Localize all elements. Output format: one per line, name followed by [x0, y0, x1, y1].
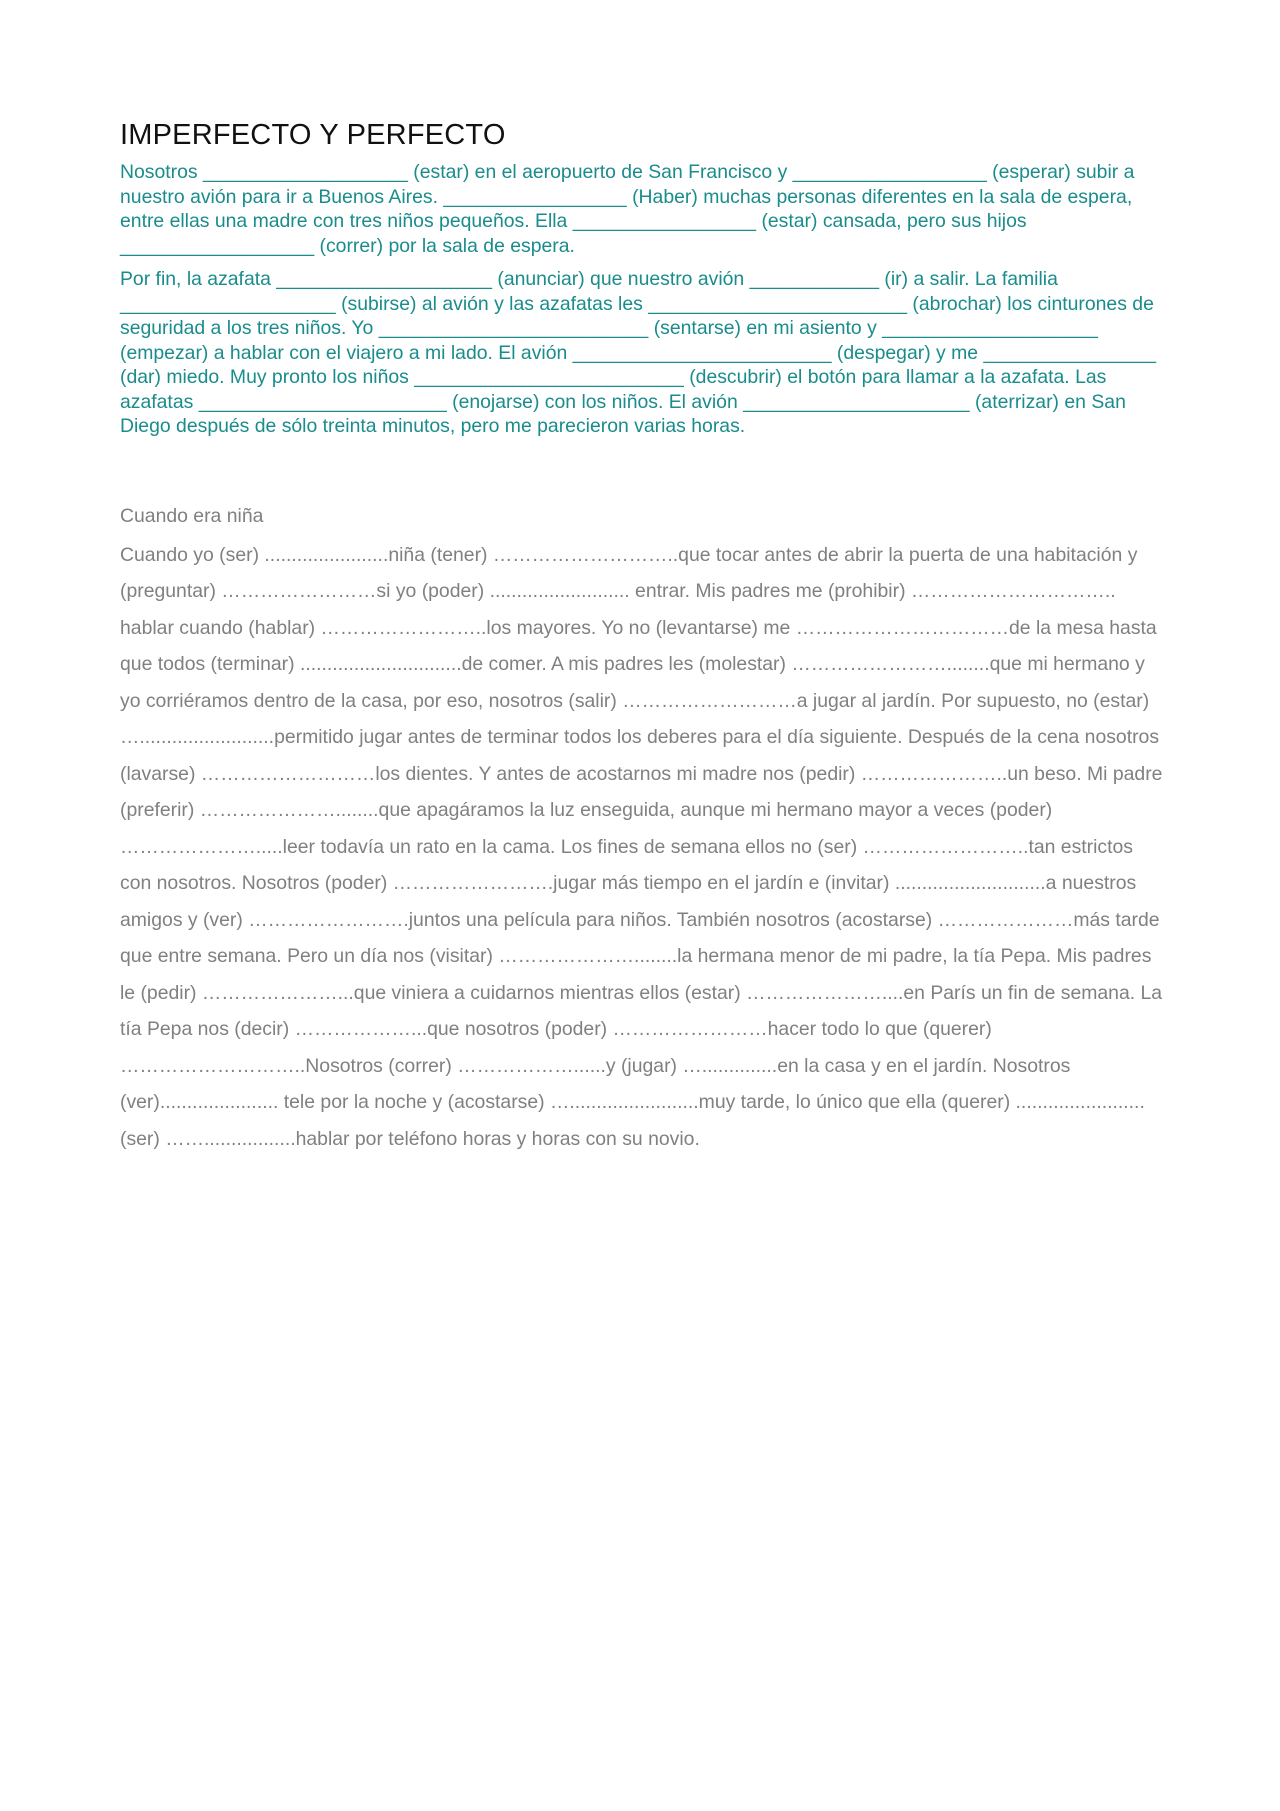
exercise2-text: Cuando yo (ser) .......................niña (tener) ………………………..que tocar antes de abrir la puerta de una habitación y (preguntar) ……………………si yo (poder) .......................... entrar. Mis padres me (prohibir) ………………………….. hablar cuando (hablar) ……………………..los mayores. Yo no (levantarse) me ……………………………de la mesa hasta que todos (terminar) ..............................de comer. A mis padres les (molestar) ……………………........que mi hermano y yo corriéramos dentro de la casa, por eso, nosotros (salir) ………………………a jugar al jardín. Por supuesto, no (estar) ….........................permitido jugar antes de terminar todos los deberes para el día siguiente. Después de la cena nosotros (lavarse) ………………………los dientes. Y antes de acostarnos mi madre nos (pedir) …………………..un beso. Mi padre (preferir) …………………........que apagáramos la luz enseguida, aunque mi hermano mayor a veces (poder) ………………….....leer todavía un rato en la cama. Los fines de semana ellos no (ser) ……………………..tan estrictos con nosotros. Nosotros (poder) …………………….jugar más tiempo en el jardín e (invitar) ............................a nuestros amigos y (ver) …………………….juntos una película para niños. También nosotros (acostarse) …………………más tarde que entre semana. Pero un día nos (visitar) …………………........la hermana menor de mi padre, la tía Pepa. Mis padres le (pedir) …………………...que viniera a cuidarnos mientras ellos (estar) …………………....en París un fin de semana. La tía Pepa nos (decir) ………………...que nosotros (poder) ……………………hacer todo lo que (querer) ………………………..Nosotros (correr) ………………......y (jugar) …..............en la casa y en el jardín. Nosotros (ver)...................... tele por la noche y (acostarse) …........................muy tarde, lo único que ella (querer) ........................ (ser) …….................hablar por teléfono horas y horas con su novio.	[120, 543, 1163, 1150]
exercise1-paragraph-1: Nosotros ___________________ (estar) en el aeropuerto de San Francisco y __________________ (esperar) subir a nuestro avión para ir a Buenos Aires. _________________ (Haber) muchas personas diferentes en la sala de espera, entre ellas una madre con tres niños pequeños. Ella _________________ (estar) cansada, pero sus hijos __________________ (correr) por la sala de espera.	[120, 161, 1135, 257]
document-title: IMPERFECTO Y PERFECTO	[120, 119, 506, 151]
exercise2-heading: Cuando era niña	[120, 504, 264, 527]
document-page	[120, 118, 1166, 1157]
exercise1-paragraph-2: Por fin, la azafata ____________________ (anunciar) que nuestro avión ____________ (ir) a salir. La familia ____________________ (subirse) al avión y las azafatas les ________________________ (abrochar) los cinturones de seguridad a los tres niños. Yo _________________________ (sentarse) en mi asiento y ____________________ (empezar) a hablar con el viajero a mi lado. El avión ________________________ (despegar) y me ________________ (dar) miedo. Muy pronto los niños _________________________ (descubrir) el botón para llamar a la azafata. Las azafatas _______________________ (enojarse) con los niños. El avión _____________________ (aterrizar) en San Diego después de sólo treinta minutos, pero me parecieron varias horas.	[120, 268, 1156, 437]
